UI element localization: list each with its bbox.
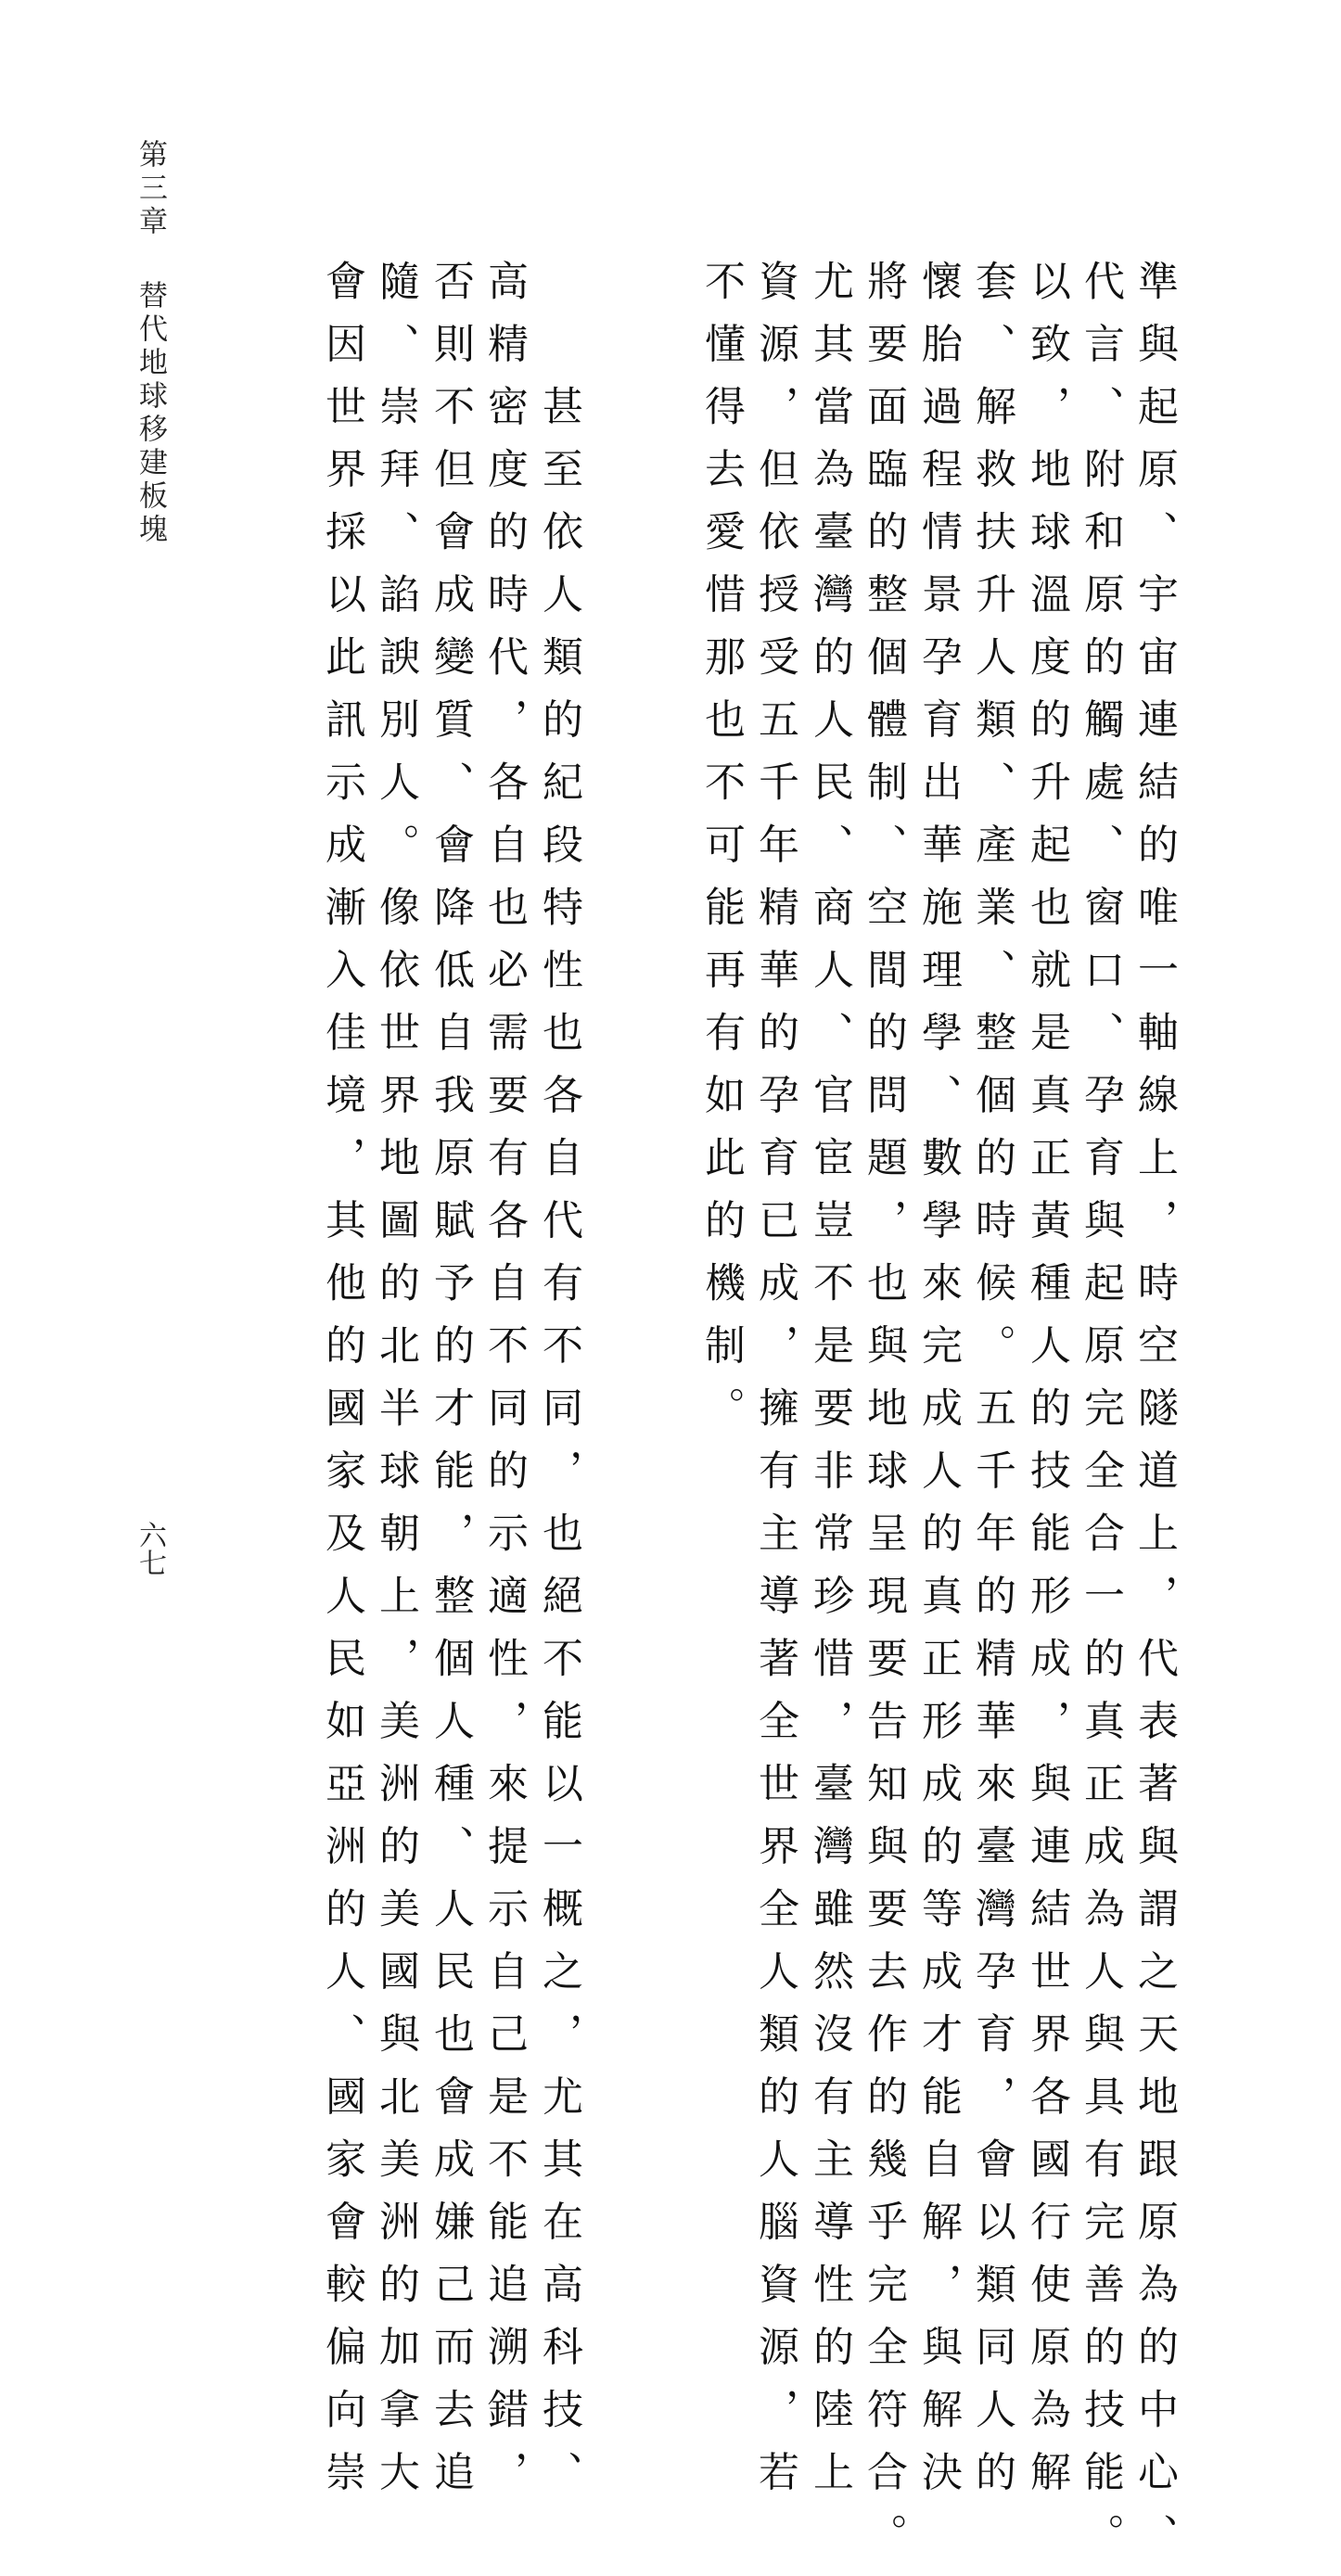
body-line-7: 尤其當為臺灣的人民、商人、官宦豈不是要非常珍惜，臺灣雖然沒有主導性的陸上 [806, 260, 853, 2513]
body-line-2: 代言、附和原的觸處、窗口、孕育與起原完全合一的真正成為人與具有完善的技能。 [1077, 260, 1124, 2576]
body-line-8: 資源，但依授受五千年精華的孕育已成，擁有主導著全世界全人類的人腦資源，若 [751, 260, 798, 2513]
body-line-4: 套、解救扶升人類、產業、整個的時候。五千年的精華來臺灣孕育，會以類同人的 [968, 260, 1015, 2513]
body-line-1: 準與起原、宇宙連結的唯一軸線上，時空隧道上，代表著與謂之天地跟原為的中心、 [1130, 260, 1178, 2576]
body-line-12: 否則不但會成變質、會降低自我原賦予的才能，整個人種、人民也會成嫌己而去追 [427, 260, 474, 2513]
body-line-14: 會因世界採以此訊示成漸入佳境，其他的國家及人民如亞洲的人、國家會較偏向崇 [318, 260, 365, 2513]
body-line-11: 高精密度的時代，各自也必需要有各自不同的示適性，來提示自己是不能追溯錯， [480, 260, 528, 2513]
running-head-chapter: 第三章 [134, 139, 167, 239]
body-line-9: 不懂得去愛惜那也不可能再有如此的機制。 [697, 260, 745, 1449]
body-line-3: 以致，地球溫度的升起也就是真正黃種人的技能形成，與連結世界各國行使原為解 [1023, 260, 1070, 2513]
running-head [134, 139, 167, 547]
page-number: 六七 [134, 1521, 166, 1576]
running-head-title: 替代地球移建板塊 [134, 280, 167, 547]
body-line-6: 將要面臨的整個體制、空間的問題，也與地球呈現要告知與要去作的幾乎完全符合。 [860, 260, 907, 2576]
body-line-10: 甚至依人類的紀段特性也各自代有不同，也絕不能以一概之，尤其在高科技、 [535, 260, 582, 2513]
body-line-13: 隨、崇拜、諂諛別人。像依世界地圖的北半球朝上，美洲的美國與北美洲的加拿大 [372, 260, 419, 2513]
body-line-5: 懷胎過程情景孕育出華施理學、數學來完成人的真正形成的等成才能自解，與解決 [914, 260, 962, 2513]
